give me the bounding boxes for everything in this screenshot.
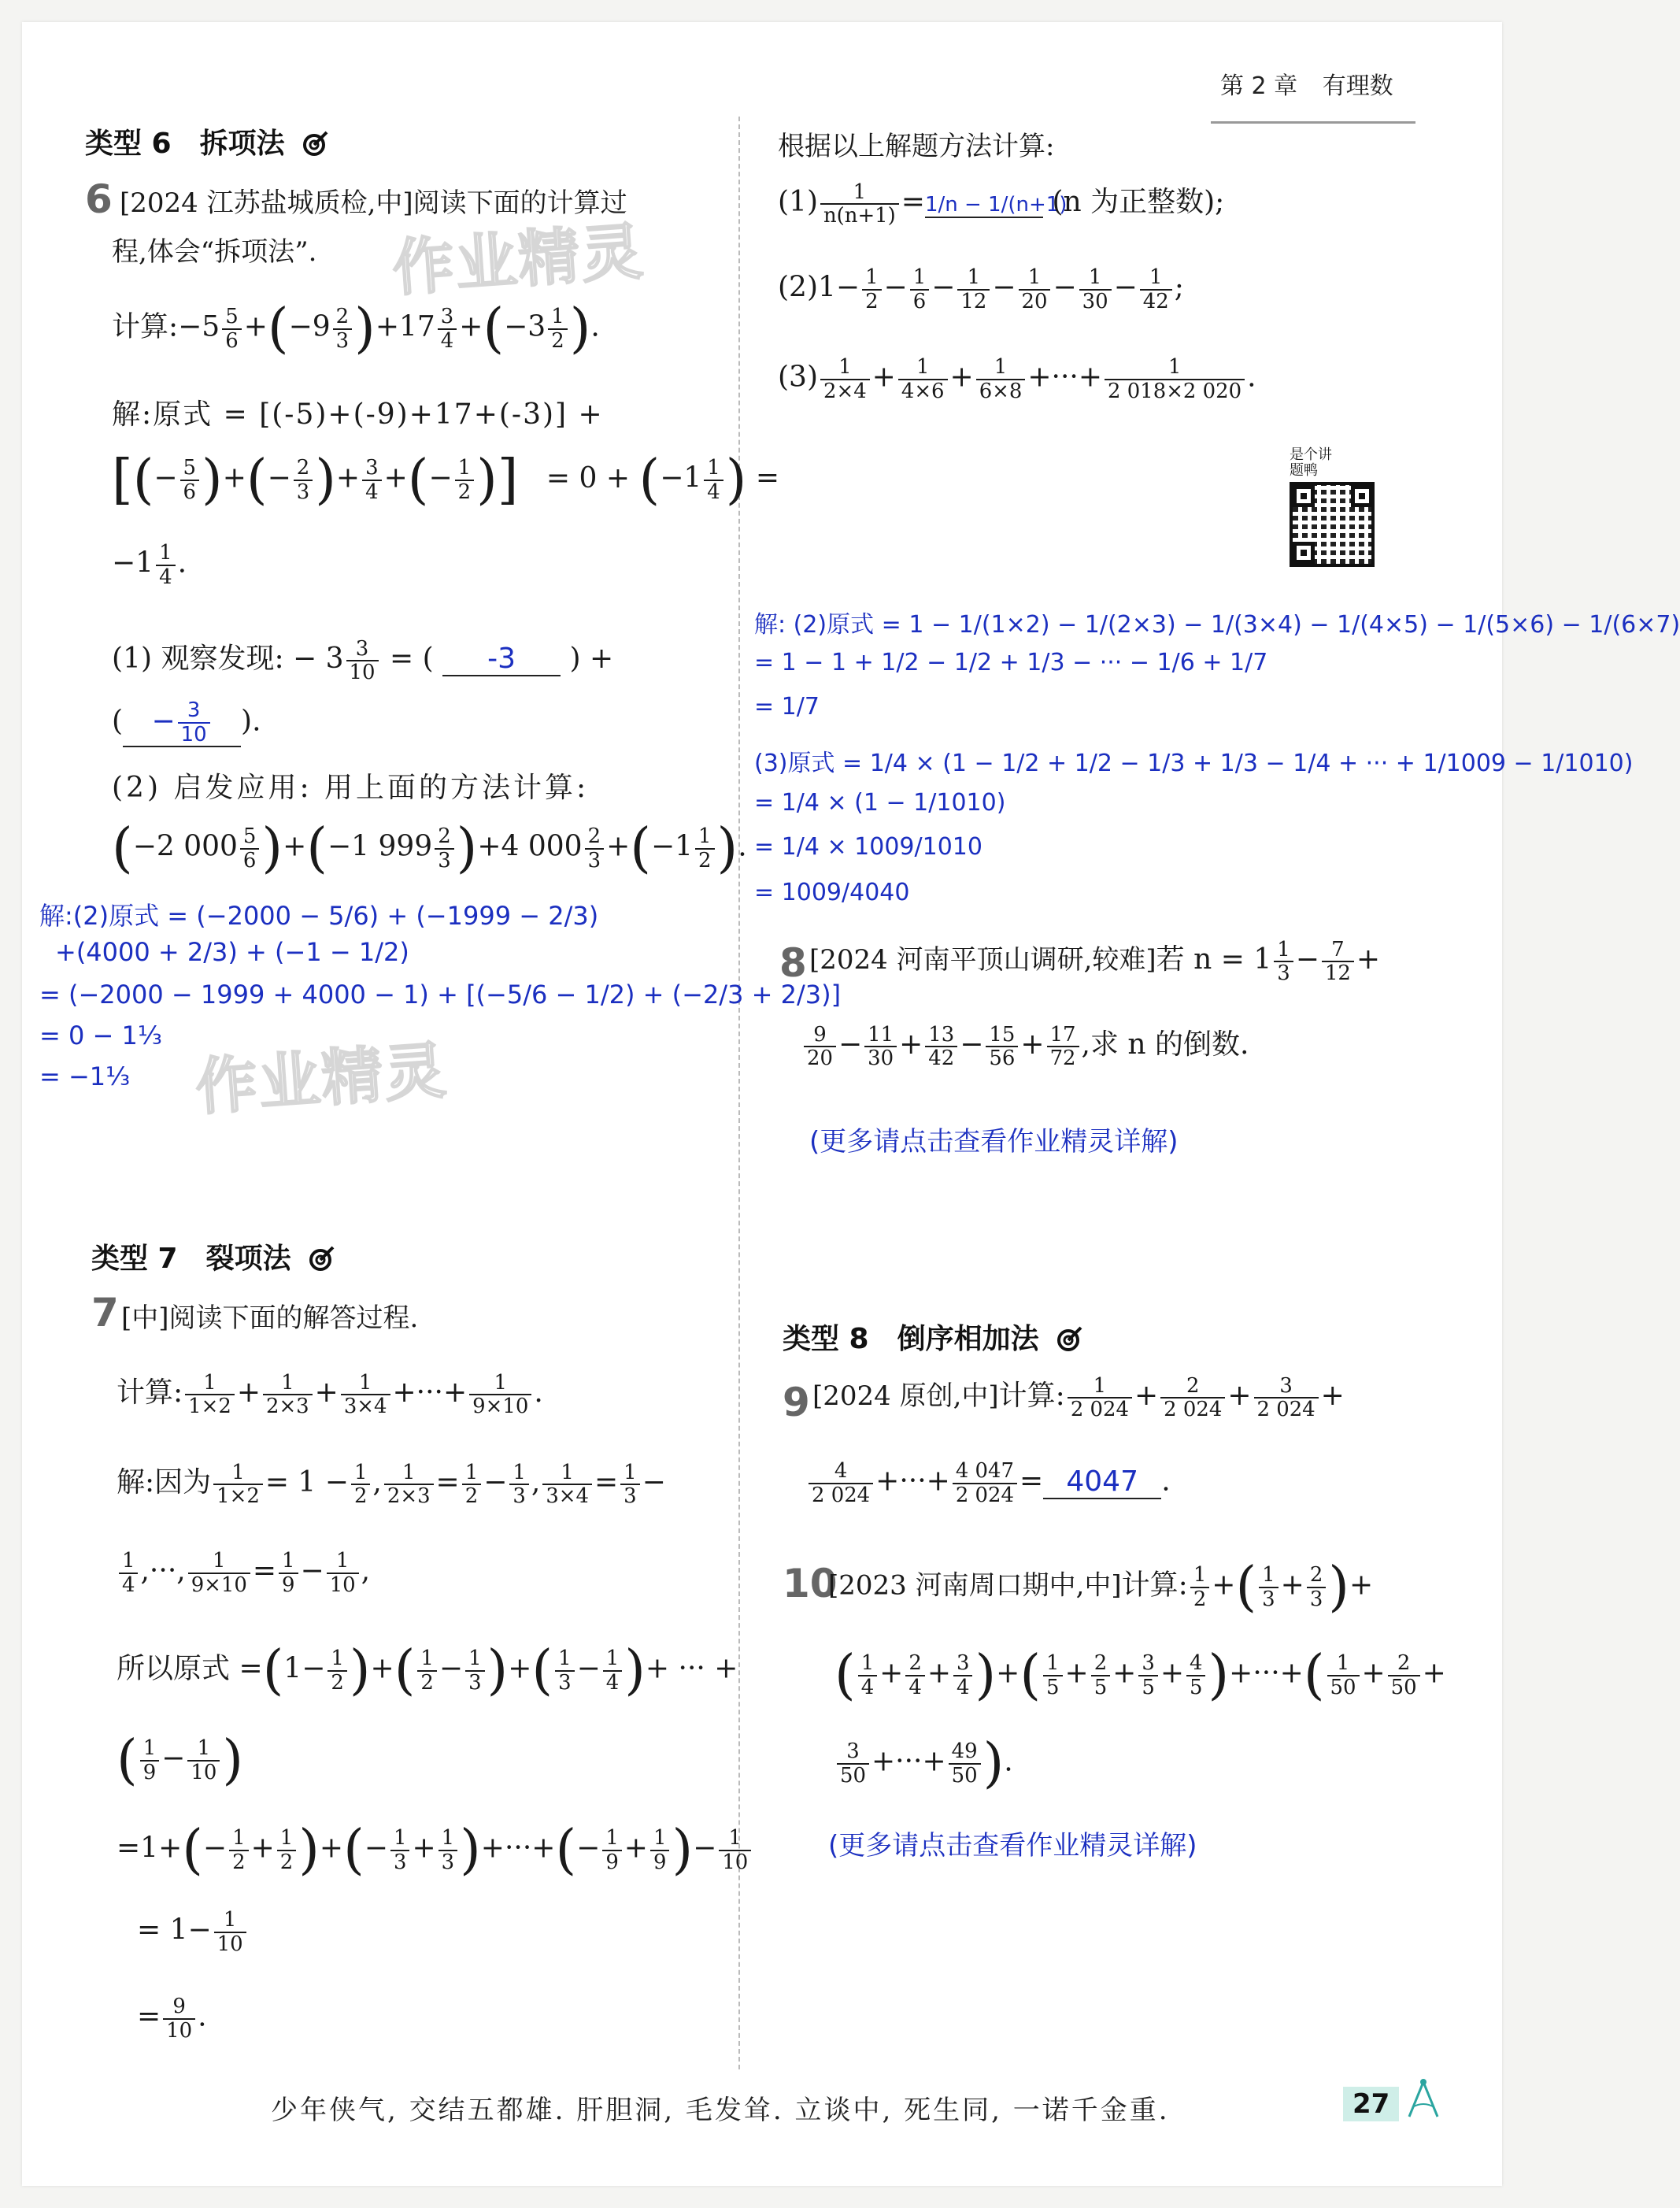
q10-more-link[interactable]: (更多请点击查看作业精灵详解) bbox=[828, 1830, 1197, 1862]
q6-part1-label: (1) 观察发现: bbox=[112, 643, 284, 675]
section6-title bbox=[85, 121, 329, 161]
q7-intro-text: 阅读下面的解答过程. bbox=[168, 1302, 419, 1334]
right-part1-tail: (n 为正整数); bbox=[1052, 186, 1225, 218]
q6-calc-label: 计算: bbox=[112, 310, 179, 343]
q6-part1: (1) 观察发现: − 3 $\frac{3}{10}$ = ( -3 ) + bbox=[112, 636, 614, 684]
q9-line1: [2024 原创,中]计算: $\frac{1}{2 024}$ + $\frac{2}{2 024}$ + $\frac{3}{2 024}$ + bbox=[812, 1373, 1345, 1421]
q6-part2-label: (2) 启发应用: 用上面的方法计算: bbox=[112, 772, 590, 804]
qr-block[interactable] bbox=[1290, 447, 1376, 567]
q6-answer-line4: = 0 − 1⅓ bbox=[39, 1021, 162, 1050]
section8-title-text: 类型 8 倒序相加法 bbox=[783, 1323, 1039, 1355]
q7-sol-label: 解:因为 bbox=[117, 1466, 212, 1499]
q7-solution-line6: = 1− $\frac{1}{10}$ bbox=[137, 1909, 249, 1955]
watermark: 作业精灵 bbox=[390, 216, 647, 306]
q7-solution-line2: $\frac{1}{4}$ ,···, $\frac{1}{9\times 10}$ = $\frac{1}{9}$ − $\frac{1}{10}$ , bbox=[117, 1550, 370, 1596]
q7-solution-line1: 解:因为 $\frac{1}{1\times 2}$ = 1 − $\frac{1}{2}$ , $\frac{1}{2\times 3}$ = $\frac{1}{2}$ − $\frac{1}{3}$ , $\frac{1}{3\times 4}$ = $\frac{1}{3}$ − bbox=[117, 1460, 666, 1508]
q7-solution-line7: = $\frac{9}{10}$ . bbox=[137, 1995, 207, 2043]
q8-more-link[interactable]: (更多请点击查看作业精灵详解) bbox=[809, 1126, 1179, 1158]
target-icon bbox=[302, 130, 329, 157]
watermark-2: 作业精灵 bbox=[193, 1035, 450, 1124]
q7-expression: 计算: $\frac{1}{1\times 2}$ + $\frac{1}{2\times 3}$ + $\frac{1}{3\times 4}$ +···+ $\frac{1}{9\times 10}$ . bbox=[117, 1370, 543, 1418]
q6-answer-line5: = −1⅓ bbox=[39, 1061, 131, 1091]
q9-line2: $\frac{4}{2 024}$ +···+ $\frac{4 047}{2 024}$ = 4047 . bbox=[806, 1460, 1171, 1506]
q8-source: [2024 河南平顶山调研,较难] bbox=[809, 944, 1156, 976]
right-intro: 根据以上解题方法计算: bbox=[778, 131, 1055, 162]
target-icon bbox=[309, 1245, 335, 1272]
q6-part1-line2: ( − $\frac{3}{10}$ ). bbox=[112, 698, 261, 746]
q9-answer: 4047 bbox=[1043, 1465, 1161, 1499]
q9-number: 9 bbox=[783, 1380, 810, 1425]
q6-solution-line3: −1 $\frac{1}{4}$ . bbox=[112, 541, 187, 589]
q10-line2: ( $\frac{1}{4}$ + $\frac{2}{4}$ + $\frac{3}{4}$ )+( $\frac{1}{5}$ + $\frac{2}{5}$ + $\frac{3}{5}$ + $\frac{4}{5}$ )+···+( $\frac{1}{50}$ + $\frac{2}{50}$ + bbox=[834, 1644, 1446, 1706]
q6-part2-expression: (−2 000 $\frac{5}{6}$ )+(−1 999 $\frac{2}{3}$ )+4 000 $\frac{2}{3}$ +(−1 $\frac{1}{2}$ ). bbox=[112, 817, 747, 880]
q7-calc-label: 计算: bbox=[117, 1376, 183, 1409]
section8-title bbox=[783, 1317, 1083, 1357]
q8-tail: ,求 n 的倒数. bbox=[1081, 1028, 1249, 1061]
q8-intro: 若 bbox=[1156, 943, 1185, 976]
q7-solution-line5: =1+(− $\frac{1}{2}$ + $\frac{1}{2}$ )+(− $\frac{1}{3}$ + $\frac{1}{3}$ )+···+(− $\frac{1}{9}$ + $\frac{1}{9}$ )− $\frac{1}{10}$ bbox=[117, 1819, 753, 1881]
right-part1: (1) $\frac{1}{n(n+1)}$ =1/n − 1/(n+1) (n 为正整数); bbox=[778, 180, 1225, 228]
q8-number: 8 bbox=[779, 940, 807, 986]
q6-part1-answer1: -3 bbox=[442, 643, 561, 676]
page bbox=[22, 22, 1680, 2186]
right-part2: (2)1− $\frac{1}{2}$ − $\frac{1}{6}$ − $\frac{1}{12}$ − $\frac{1}{20}$ − $\frac{1}{30}$ − $\frac{1}{42}$ ; bbox=[778, 265, 1184, 313]
q10-line3: $\frac{3}{50}$ +···+ $\frac{49}{50}$ ). bbox=[834, 1732, 1013, 1795]
chapter-number: 第 2 章 bbox=[1220, 72, 1298, 100]
header-rule bbox=[1211, 121, 1415, 124]
q6-expression: 计算:−5 $\frac{5}{6}$ +(−9 $\frac{2}{3}$ )+17 $\frac{3}{4}$ +(−3 $\frac{1}{2}$ ). bbox=[112, 298, 600, 360]
right-answer-line1: 解: (2)原式 = 1 − 1/(1×2) − 1/(2×3) − 1/(3×4) − 1/(4×5) − 1/(5×6) − 1/(6×7) bbox=[754, 611, 1680, 639]
q10-source: [2023 河南周口期中,中] bbox=[828, 1569, 1122, 1602]
compass-icon bbox=[1400, 2076, 1447, 2123]
q10-line1: [2023 河南周口期中,中]计算: $\frac{1}{2}$ +( $\frac{1}{3}$ + $\frac{2}{3}$ )+ bbox=[828, 1556, 1374, 1618]
q6-answer-line2: +(4000 + 2/3) + (−1 − 1/2) bbox=[55, 937, 409, 967]
q6-sol-line1: = [(-5)+(-9)+17+(-3)] + bbox=[223, 398, 604, 431]
qr-code[interactable] bbox=[1290, 482, 1376, 567]
q6-answer-line1 bbox=[39, 896, 598, 932]
q7-intro bbox=[121, 1301, 418, 1336]
target-icon bbox=[1056, 1325, 1083, 1352]
q6-part1-answer2: − $\frac{3}{10}$ bbox=[123, 699, 241, 747]
q6-ans-line1: (2)原式 = (−2000 − 5/6) + (−1999 − 2/3) bbox=[72, 901, 599, 931]
right-part3: (3) $\frac{1}{2\times 4}$ + $\frac{1}{4\times 6}$ + $\frac{1}{6\times 8}$ +···+ $\frac{1}{2 018\times 2 020}$ . bbox=[778, 355, 1256, 403]
chapter-header bbox=[1220, 66, 1393, 101]
q10-number: 10 bbox=[783, 1561, 838, 1606]
column-divider bbox=[738, 117, 740, 2069]
q6-sol-label: 解:原式 bbox=[112, 398, 213, 431]
q7-source: [中] bbox=[121, 1302, 169, 1334]
q6-ans-label: 解: bbox=[39, 901, 73, 931]
q10-calc: 计算: bbox=[1121, 1569, 1188, 1602]
q7-number: 7 bbox=[91, 1290, 119, 1336]
q8-line2: $\frac{9}{20}$ − $\frac{11}{30}$ + $\frac{13}{42}$ − $\frac{15}{56}$ + $\frac{17}{72}$ ,求 n 的倒数. bbox=[801, 1022, 1249, 1070]
q6-intro-line2: 程,体会“拆项法”. bbox=[112, 236, 317, 268]
q6-solution-line1 bbox=[112, 392, 604, 432]
right-part1-answer: 1/n − 1/(n+1) bbox=[924, 193, 1068, 217]
page-number: 27 bbox=[1343, 2087, 1399, 2121]
q8-line1: [2024 河南平顶山调研,较难]若 n = 1 $\frac{1}{3}$ − $\frac{7}{12}$ + bbox=[809, 937, 1381, 985]
q6-source: [2024 江苏盐城质检,中] bbox=[120, 187, 413, 219]
footer-motto: 少年侠气, 交结五都雄. 肝胆洞, 毛发耸. 立谈中, 死生同, 一诺千金重. bbox=[271, 2095, 1170, 2126]
right-answer-line4: (3)原式 = 1/4 × (1 − 1/2 + 1/2 − 1/3 + 1/3 − 1/4 + ··· + 1/1009 − 1/1010) bbox=[754, 750, 1634, 777]
right-answer-line3: = 1/7 bbox=[754, 693, 820, 721]
q7-sol-so: 所以原式 = bbox=[117, 1652, 263, 1685]
q6-solution-line2: [(− $\frac{5}{6}$ )+(− $\frac{2}{3}$ )+ $\frac{3}{4}$ +(− $\frac{1}{2}$ )] = 0 + (−1 $\frac{1}{4}$ ) = bbox=[112, 449, 780, 511]
chapter-title: 有理数 bbox=[1322, 72, 1393, 100]
section7-title bbox=[91, 1236, 335, 1276]
section7-title-text: 类型 7 裂项法 bbox=[91, 1243, 291, 1275]
q6-answer-line3: = (−2000 − 1999 + 4000 − 1) + [(−5/6 − 1/2) + (−2/3 + 2/3)] bbox=[39, 980, 842, 1010]
q6-intro-text1: 阅读下面的计算过 bbox=[413, 187, 627, 219]
q6-number: 6 bbox=[85, 176, 113, 222]
qr-caption: 是个讲题鸭 bbox=[1290, 446, 1332, 479]
q9-source: [2024 原创,中] bbox=[812, 1380, 999, 1412]
q6-sol-line2-tail: = 0 + bbox=[546, 461, 631, 495]
q9-calc: 计算: bbox=[998, 1380, 1065, 1412]
right-answer-line2: = 1 − 1 + 1/2 − 1/2 + 1/3 − ··· − 1/6 + 1/7 bbox=[754, 649, 1268, 676]
q7-solution-line3: 所以原式 =(1− $\frac{1}{2}$ )+( $\frac{1}{2}$ − $\frac{1}{3}$ )+( $\frac{1}{3}$ − $\frac{1}{4}$ )+ ··· + bbox=[117, 1639, 738, 1702]
right-answer-line6: = 1/4 × 1009/1010 bbox=[754, 833, 982, 861]
right-answer-line5: = 1/4 × (1 − 1/1010) bbox=[754, 789, 1006, 817]
q7-solution-line4: ( $\frac{1}{9}$ − $\frac{1}{10}$ ) bbox=[117, 1729, 243, 1791]
section6-title-text: 类型 6 拆项法 bbox=[85, 128, 285, 160]
right-answer-line7: = 1009/4040 bbox=[754, 879, 910, 906]
